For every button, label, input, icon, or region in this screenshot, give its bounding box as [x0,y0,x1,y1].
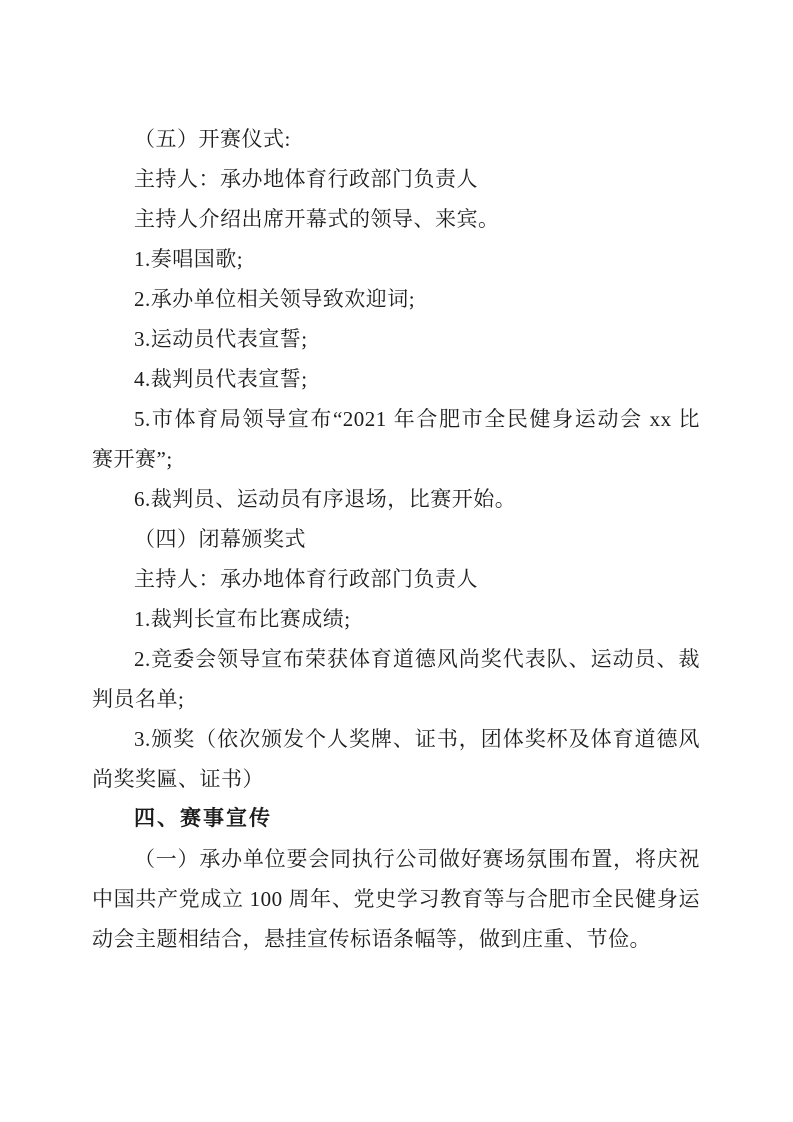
list-item-3-awards: 3.颁奖（依次颁发个人奖牌、证书，团体奖杯及体育道德风 [134,727,700,751]
list-item-3-athlete-oath: 3.运动员代表宣誓; [134,327,308,351]
list-item-3-continuation: 尚奖奖匾、证书） [92,767,264,791]
document-text-block [92,119,700,959]
paragraph-publicity-line-2: 中国共产党成立 100 周年、党史学习教育等与合肥市全民健身运 [92,887,700,911]
list-item-2-continuation: 判员名单; [92,687,185,711]
list-item-4-referee-oath: 4.裁判员代表宣誓; [134,367,308,391]
paragraph-publicity-line-1: （一）承办单位要会同执行公司做好赛场氛围布置，将庆祝 [134,847,700,871]
text-line-host: 主持人：承办地体育行政部门负责人 [134,167,478,191]
subsection-heading-opening-ceremony: （五）开赛仪式: [134,127,291,151]
list-item-2-ethics-award: 2.竞委会领导宣布荣获体育道德风尚奖代表队、运动员、裁 [134,647,700,671]
paragraph-publicity-line-3: 动会主题相结合，悬挂宣传标语条幅等，做到庄重、节俭。 [92,927,651,951]
subsection-heading-closing-ceremony: （四）闭幕颁奖式 [134,527,306,551]
text-line-host-2: 主持人：承办地体育行政部门负责人 [134,567,478,591]
list-item-6-exit: 6.裁判员、运动员有序退场，比赛开始。 [134,487,517,511]
list-item-5-continuation: 赛开赛”; [92,447,173,471]
list-item-1-anthem: 1.奏唱国歌; [134,247,244,271]
section-heading-event-publicity: 四、赛事宣传 [134,807,272,830]
list-item-2-welcome-speech: 2.承办单位相关领导致欢迎词; [134,287,416,311]
list-item-5-announce-start: 5.市体育局领导宣布“2021 年合肥市全民健身运动会 xx 比 [134,407,700,431]
text-line-host-intro: 主持人介绍出席开幕式的领导、来宾。 [134,207,500,231]
list-item-1-results: 1.裁判长宣布比赛成绩; [134,607,351,631]
